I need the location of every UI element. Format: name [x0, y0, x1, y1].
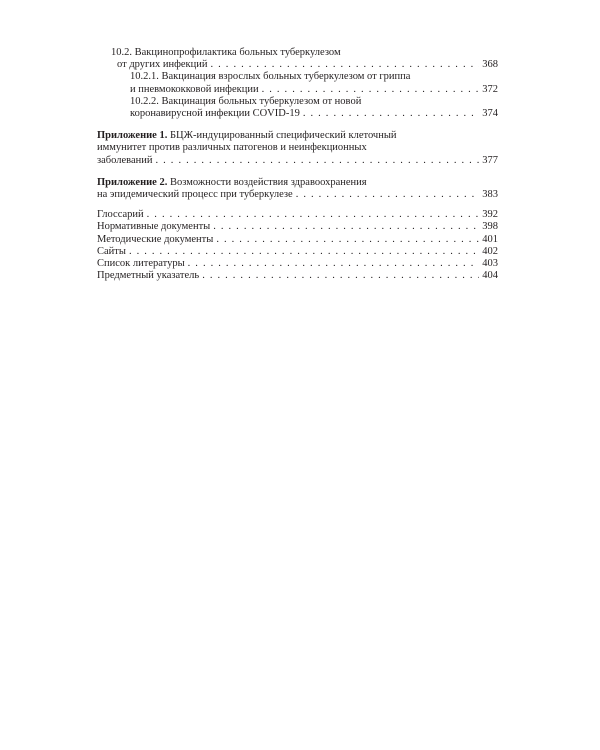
toc-entry-title-cont: от других инфекций [117, 59, 208, 71]
toc-entry-normative-docs[interactable] [97, 221, 498, 233]
toc-page-number: 383 [482, 189, 498, 201]
leader-dots [211, 59, 480, 71]
toc-entry-title: Предметный указатель [97, 270, 200, 282]
leader-dots [129, 246, 479, 258]
leader-dots [216, 234, 479, 246]
toc-entry-sites[interactable] [97, 246, 498, 258]
leader-dots [303, 108, 479, 120]
toc-page-number: 372 [482, 83, 498, 95]
leader-dots [262, 84, 480, 96]
appendix-label: Приложение 1. [97, 130, 168, 142]
toc-page-number: 368 [482, 59, 498, 71]
toc-entry-title: 10.2. Вакцинопрофилактика больных туберкулезом [111, 47, 341, 58]
leader-dots [213, 221, 479, 233]
toc-entry-10-2-2[interactable] [130, 96, 498, 120]
toc-entry-title: Список литературы [97, 258, 185, 270]
toc-entry-title-cont: и пневмококковой инфекции [130, 83, 259, 95]
toc-entry-title: Нормативные документы [97, 221, 211, 233]
toc-entry-10-2-1[interactable] [130, 71, 498, 95]
toc-entry-title: Сайты [97, 245, 126, 257]
toc-entry-title: 10.2.1. Вакцинация взрослых больных туберкулезом от гриппа [130, 71, 411, 83]
toc-page-number: 374 [482, 108, 498, 120]
leader-dots [188, 258, 480, 270]
toc-entry-title: Методические документы [97, 233, 214, 245]
toc-entry-title-cont: на эпидемический процесс при туберкулезе [97, 189, 293, 201]
toc-entry-appendix-2[interactable] [97, 177, 498, 201]
toc-page-number: 402 [482, 245, 498, 257]
toc-page-number: 401 [482, 233, 498, 245]
toc-entry-methodical-docs[interactable] [97, 234, 498, 246]
toc-page-number: 403 [482, 258, 498, 270]
toc-page-number: 392 [482, 209, 498, 221]
toc-entry-title-cont: заболеваний [97, 154, 153, 166]
toc-page-number: 377 [482, 154, 498, 166]
leader-dots [296, 189, 480, 201]
toc-entry-references[interactable] [97, 258, 498, 270]
toc-entry-10-2[interactable] [111, 47, 498, 71]
toc-entry-title-cont: коронавирусной инфекции COVID-19 [130, 108, 300, 120]
toc-entry-title-cont: иммунитет против различных патогенов и неинфекционных [97, 142, 367, 154]
leader-dots [156, 155, 480, 167]
toc-entry-title: Возможности воздействия здравоохранения [167, 176, 367, 188]
leader-dots [147, 209, 480, 221]
toc-entry-glossary[interactable] [97, 209, 498, 221]
leader-dots [202, 270, 479, 282]
toc-entry-subject-index[interactable] [97, 270, 498, 282]
toc-entry-appendix-1[interactable] [97, 130, 498, 167]
toc-page-number: 398 [482, 221, 498, 233]
spacer [97, 201, 498, 209]
table-of-contents [97, 47, 498, 282]
toc-entry-title: Глоссарий [97, 209, 144, 221]
toc-entry-title: БЦЖ-индуцированный специфический клеточный [167, 130, 397, 142]
toc-page-number: 404 [482, 270, 498, 282]
appendix-label: Приложение 2. [97, 176, 168, 188]
toc-entry-title: 10.2.2. Вакцинация больных туберкулезом от новой [130, 95, 362, 107]
